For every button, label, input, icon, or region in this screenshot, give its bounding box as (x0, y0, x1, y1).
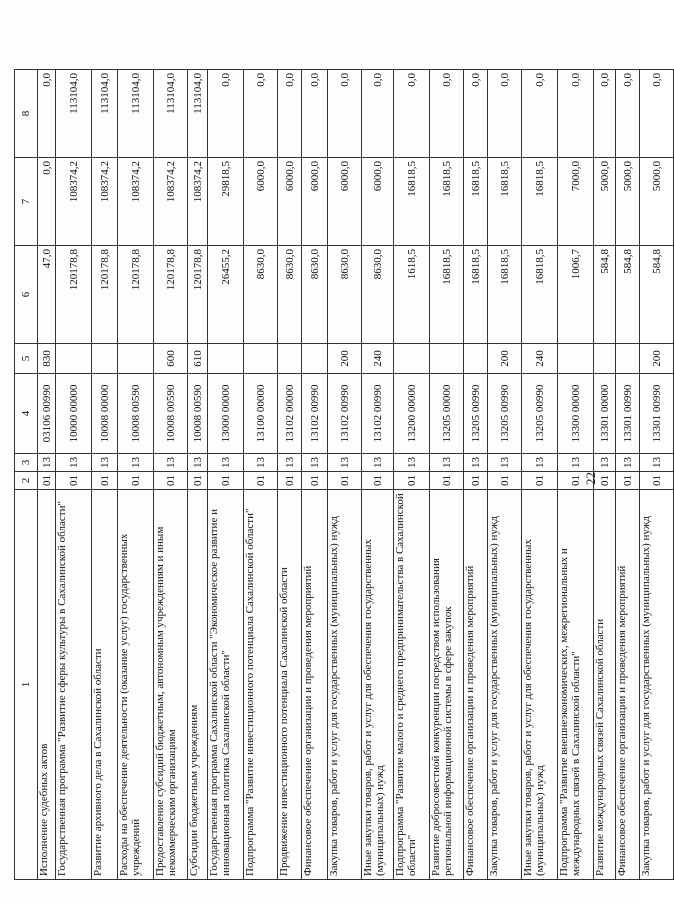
row-subsection-cell: 13 (188, 454, 208, 472)
row-amount-col8-cell: 113104,0 (188, 70, 208, 158)
row-name-cell: Подпрограмма "Развитие инвестиционного потенциала Сахалинской области" (244, 490, 278, 880)
row-section-cell: 01 (92, 472, 118, 490)
row-target-code-cell: 13200 00000 (394, 374, 430, 454)
header-cell: 7 (15, 158, 38, 246)
row-expense-type-cell (616, 344, 640, 374)
row-target-code-cell: 13301 00000 (594, 374, 616, 454)
row-expense-type-cell (594, 344, 616, 374)
row-amount-col6-cell: 8630,0 (302, 246, 328, 344)
table-row (394, 70, 430, 880)
row-subsection-cell: 13 (38, 454, 56, 472)
row-expense-type-cell: 200 (488, 344, 522, 374)
row-amount-col7-cell: 16818,5 (464, 158, 488, 246)
row-section-cell: 01 (328, 472, 362, 490)
row-target-code-cell: 13301 00990 (640, 374, 674, 454)
row-target-code-cell: 10008 00590 (188, 374, 208, 454)
row-amount-col6-cell: 26455,2 (208, 246, 244, 344)
row-expense-type-cell (208, 344, 244, 374)
row-name-cell: Подпрограмма "Развитие внешнеэкономических, межрегиональных и международных связей в Сахалинской области" (558, 490, 594, 880)
table-row (188, 70, 208, 880)
row-name-cell: Закупка товаров, работ и услуг для государственных (муниципальных) нужд (640, 490, 674, 880)
row-amount-col6-cell: 1618,5 (394, 246, 430, 344)
row-amount-col7-cell: 16818,5 (394, 158, 430, 246)
row-amount-col7-cell: 108374,2 (56, 158, 92, 246)
row-expense-type-cell: 830 (38, 344, 56, 374)
row-amount-col6-cell: 8630,0 (328, 246, 362, 344)
row-target-code-cell: 03106 00990 (38, 374, 56, 454)
row-amount-col8-cell: 0,0 (616, 70, 640, 158)
row-amount-col8-cell: 0,0 (488, 70, 522, 158)
row-expense-type-cell (278, 344, 302, 374)
row-amount-col6-cell: 1006,7 (558, 246, 594, 344)
row-name-cell: Финансовое обеспечение организации и проведения мероприятий (302, 490, 328, 880)
row-amount-col7-cell: 6000,0 (278, 158, 302, 246)
row-name-cell: Закупка товаров, работ и услуг для государственных (муниципальных) нужд (328, 490, 362, 880)
row-name-cell: Исполнение судебных актов (38, 490, 56, 880)
row-name-cell: Подпрограмма "Развитие малого и среднего предпринимательства в Сахалинской области" (394, 490, 430, 880)
row-name-cell: Государственная программа "Развитие сферы культуры в Сахалинской области" (56, 490, 92, 880)
row-expense-type-cell (118, 344, 154, 374)
row-amount-col8-cell: 0,0 (302, 70, 328, 158)
row-amount-col6-cell: 584,8 (616, 246, 640, 344)
row-name-cell: Закупка товаров, работ и услуг для государственных (муниципальных) нужд (488, 490, 522, 880)
row-target-code-cell: 13205 00990 (522, 374, 558, 454)
table-row (118, 70, 154, 880)
row-amount-col8-cell: 0,0 (640, 70, 674, 158)
table-row (92, 70, 118, 880)
row-section-cell: 01 (154, 472, 188, 490)
row-amount-col7-cell: 108374,2 (188, 158, 208, 246)
row-section-cell: 01 (594, 472, 616, 490)
page-number: 22 (583, 472, 598, 485)
table-row (56, 70, 92, 880)
table-row (278, 70, 302, 880)
table-row (594, 70, 616, 880)
table-row (430, 70, 464, 880)
row-amount-col7-cell: 5000,0 (616, 158, 640, 246)
row-amount-col8-cell: 0,0 (208, 70, 244, 158)
row-expense-type-cell (464, 344, 488, 374)
row-section-cell: 01 (430, 472, 464, 490)
row-name-cell: Финансовое обеспечение организации и проведения мероприятий (616, 490, 640, 880)
row-subsection-cell: 13 (640, 454, 674, 472)
row-amount-col7-cell: 16818,5 (522, 158, 558, 246)
row-amount-col8-cell: 0,0 (594, 70, 616, 158)
row-amount-col7-cell: 7000,0 (558, 158, 594, 246)
row-subsection-cell: 13 (522, 454, 558, 472)
row-subsection-cell: 13 (208, 454, 244, 472)
row-subsection-cell: 13 (56, 454, 92, 472)
row-target-code-cell: 10000 00000 (56, 374, 92, 454)
table-row (616, 70, 640, 880)
header-row (15, 70, 38, 880)
row-amount-col7-cell: 108374,2 (92, 158, 118, 246)
row-section-cell: 01 (616, 472, 640, 490)
row-expense-type-cell (244, 344, 278, 374)
row-amount-col8-cell: 113104,0 (92, 70, 118, 158)
table-row (640, 70, 674, 880)
row-amount-col7-cell: 6000,0 (302, 158, 328, 246)
row-subsection-cell: 13 (594, 454, 616, 472)
row-subsection-cell: 13 (616, 454, 640, 472)
header-cell: 4 (15, 374, 38, 454)
row-amount-col8-cell: 113104,0 (118, 70, 154, 158)
row-amount-col6-cell: 47,0 (38, 246, 56, 344)
row-section-cell: 01 (118, 472, 154, 490)
row-amount-col8-cell: 113104,0 (56, 70, 92, 158)
row-amount-col6-cell: 8630,0 (278, 246, 302, 344)
row-amount-col7-cell: 6000,0 (328, 158, 362, 246)
table-row (38, 70, 56, 880)
row-section-cell: 01 (362, 472, 394, 490)
header-cell: 3 (15, 454, 38, 472)
row-section-cell: 01 (244, 472, 278, 490)
row-amount-col6-cell: 8630,0 (362, 246, 394, 344)
row-name-cell: Развитие международных связей Сахалинской области (594, 490, 616, 880)
header-cell: 1 (15, 490, 38, 880)
row-section-cell: 01 (464, 472, 488, 490)
row-target-code-cell: 13301 00990 (616, 374, 640, 454)
row-amount-col8-cell: 113104,0 (154, 70, 188, 158)
row-section-cell: 01 (56, 472, 92, 490)
row-expense-type-cell (430, 344, 464, 374)
row-section-cell: 01 (278, 472, 302, 490)
row-amount-col6-cell: 120178,8 (56, 246, 92, 344)
row-amount-col7-cell: 5000,0 (594, 158, 616, 246)
row-name-cell: Предоставление субсидий бюджетным, автономным учреждениям и иным некоммерческим организациям (154, 490, 188, 880)
row-section-cell: 01 (558, 472, 594, 490)
rotated-content (14, 70, 663, 880)
row-amount-col8-cell: 0,0 (38, 70, 56, 158)
row-name-cell: Развитие архивного дела в Сахалинской области (92, 490, 118, 880)
row-expense-type-cell: 600 (154, 344, 188, 374)
table-row (244, 70, 278, 880)
row-amount-col6-cell: 16818,5 (522, 246, 558, 344)
row-target-code-cell: 10008 00590 (118, 374, 154, 454)
row-amount-col7-cell: 108374,2 (154, 158, 188, 246)
row-subsection-cell: 13 (118, 454, 154, 472)
row-amount-col6-cell: 584,8 (594, 246, 616, 344)
row-section-cell: 01 (640, 472, 674, 490)
row-target-code-cell: 13300 00000 (558, 374, 594, 454)
row-amount-col8-cell: 0,0 (394, 70, 430, 158)
row-section-cell: 01 (188, 472, 208, 490)
row-subsection-cell: 13 (278, 454, 302, 472)
table-row (154, 70, 188, 880)
row-expense-type-cell: 200 (328, 344, 362, 374)
row-target-code-cell: 13205 00990 (464, 374, 488, 454)
row-amount-col8-cell: 0,0 (558, 70, 594, 158)
row-section-cell: 01 (208, 472, 244, 490)
row-name-cell: Иные закупки товаров, работ и услуг для обеспечения государственных (муниципальных) нужд (362, 490, 394, 880)
row-target-code-cell: 13102 00990 (328, 374, 362, 454)
row-name-cell: Расходы на обеспечение деятельности (оказание услуг) государственных учреждений (118, 490, 154, 880)
row-amount-col6-cell: 120178,8 (92, 246, 118, 344)
row-subsection-cell: 13 (430, 454, 464, 472)
row-target-code-cell: 10008 00000 (92, 374, 118, 454)
row-expense-type-cell (56, 344, 92, 374)
budget-table (14, 69, 674, 880)
row-target-code-cell: 13102 00000 (278, 374, 302, 454)
header-cell: 2 (15, 472, 38, 490)
row-subsection-cell: 13 (488, 454, 522, 472)
row-subsection-cell: 13 (558, 454, 594, 472)
row-expense-type-cell: 240 (522, 344, 558, 374)
table-row (328, 70, 362, 880)
row-amount-col7-cell: 6000,0 (244, 158, 278, 246)
row-expense-type-cell: 240 (362, 344, 394, 374)
row-amount-col6-cell: 16818,5 (430, 246, 464, 344)
row-subsection-cell: 13 (244, 454, 278, 472)
table-body (38, 70, 674, 880)
row-amount-col6-cell: 120178,8 (188, 246, 208, 344)
row-amount-col8-cell: 0,0 (362, 70, 394, 158)
row-amount-col6-cell: 16818,5 (464, 246, 488, 344)
row-section-cell: 01 (394, 472, 430, 490)
row-section-cell: 01 (38, 472, 56, 490)
row-amount-col8-cell: 0,0 (522, 70, 558, 158)
row-expense-type-cell (394, 344, 430, 374)
row-expense-type-cell: 610 (188, 344, 208, 374)
table-row (302, 70, 328, 880)
row-amount-col7-cell: 5000,0 (640, 158, 674, 246)
row-amount-col8-cell: 0,0 (464, 70, 488, 158)
row-target-code-cell: 13205 00990 (488, 374, 522, 454)
row-target-code-cell: 10008 00590 (154, 374, 188, 454)
table-row (558, 70, 594, 880)
row-name-cell: Субсидии бюджетным учреждениям (188, 490, 208, 880)
row-subsection-cell: 13 (362, 454, 394, 472)
row-target-code-cell: 13102 00990 (302, 374, 328, 454)
row-amount-col7-cell: 29818,5 (208, 158, 244, 246)
header-cell: 6 (15, 246, 38, 344)
row-amount-col7-cell: 6000,0 (362, 158, 394, 246)
row-amount-col8-cell: 0,0 (328, 70, 362, 158)
row-name-cell: Иные закупки товаров, работ и услуг для обеспечения государственных (муниципальных) нужд (522, 490, 558, 880)
row-section-cell: 01 (522, 472, 558, 490)
table-row (362, 70, 394, 880)
row-subsection-cell: 13 (394, 454, 430, 472)
row-expense-type-cell (302, 344, 328, 374)
header-cell: 8 (15, 70, 38, 158)
row-amount-col6-cell: 120178,8 (154, 246, 188, 344)
header-cell: 5 (15, 344, 38, 374)
row-target-code-cell: 13102 00990 (362, 374, 394, 454)
row-amount-col7-cell: 16818,5 (488, 158, 522, 246)
row-target-code-cell: 13100 00000 (244, 374, 278, 454)
row-amount-col7-cell: 16818,5 (430, 158, 464, 246)
row-name-cell: Государственная программа Сахалинской области "Экономическое развитие и инновационная политика Сахалинской области" (208, 490, 244, 880)
table-row (208, 70, 244, 880)
row-amount-col6-cell: 16818,5 (488, 246, 522, 344)
row-expense-type-cell (92, 344, 118, 374)
row-expense-type-cell: 200 (640, 344, 674, 374)
row-name-cell: Финансовое обеспечение организации и проведения мероприятий (464, 490, 488, 880)
row-amount-col6-cell: 584,8 (640, 246, 674, 344)
row-name-cell: Продвижение инвестиционного потенциала Сахалинской области (278, 490, 302, 880)
row-subsection-cell: 13 (464, 454, 488, 472)
row-amount-col7-cell: 108374,2 (118, 158, 154, 246)
row-amount-col6-cell: 120178,8 (118, 246, 154, 344)
row-subsection-cell: 13 (154, 454, 188, 472)
row-amount-col8-cell: 0,0 (278, 70, 302, 158)
row-amount-col6-cell: 8630,0 (244, 246, 278, 344)
row-target-code-cell: 13000 00000 (208, 374, 244, 454)
row-section-cell: 01 (488, 472, 522, 490)
row-amount-col7-cell: 0,0 (38, 158, 56, 246)
row-section-cell: 01 (302, 472, 328, 490)
row-target-code-cell: 13205 00000 (430, 374, 464, 454)
row-subsection-cell: 13 (92, 454, 118, 472)
row-subsection-cell: 13 (302, 454, 328, 472)
row-expense-type-cell (558, 344, 594, 374)
row-amount-col8-cell: 0,0 (430, 70, 464, 158)
row-name-cell: Развитие добросовестной конкуренции посредством использования региональной информационной системы в сфере закупок (430, 490, 464, 880)
row-amount-col8-cell: 0,0 (244, 70, 278, 158)
row-subsection-cell: 13 (328, 454, 362, 472)
table-row (522, 70, 558, 880)
table-row (488, 70, 522, 880)
table-row (464, 70, 488, 880)
